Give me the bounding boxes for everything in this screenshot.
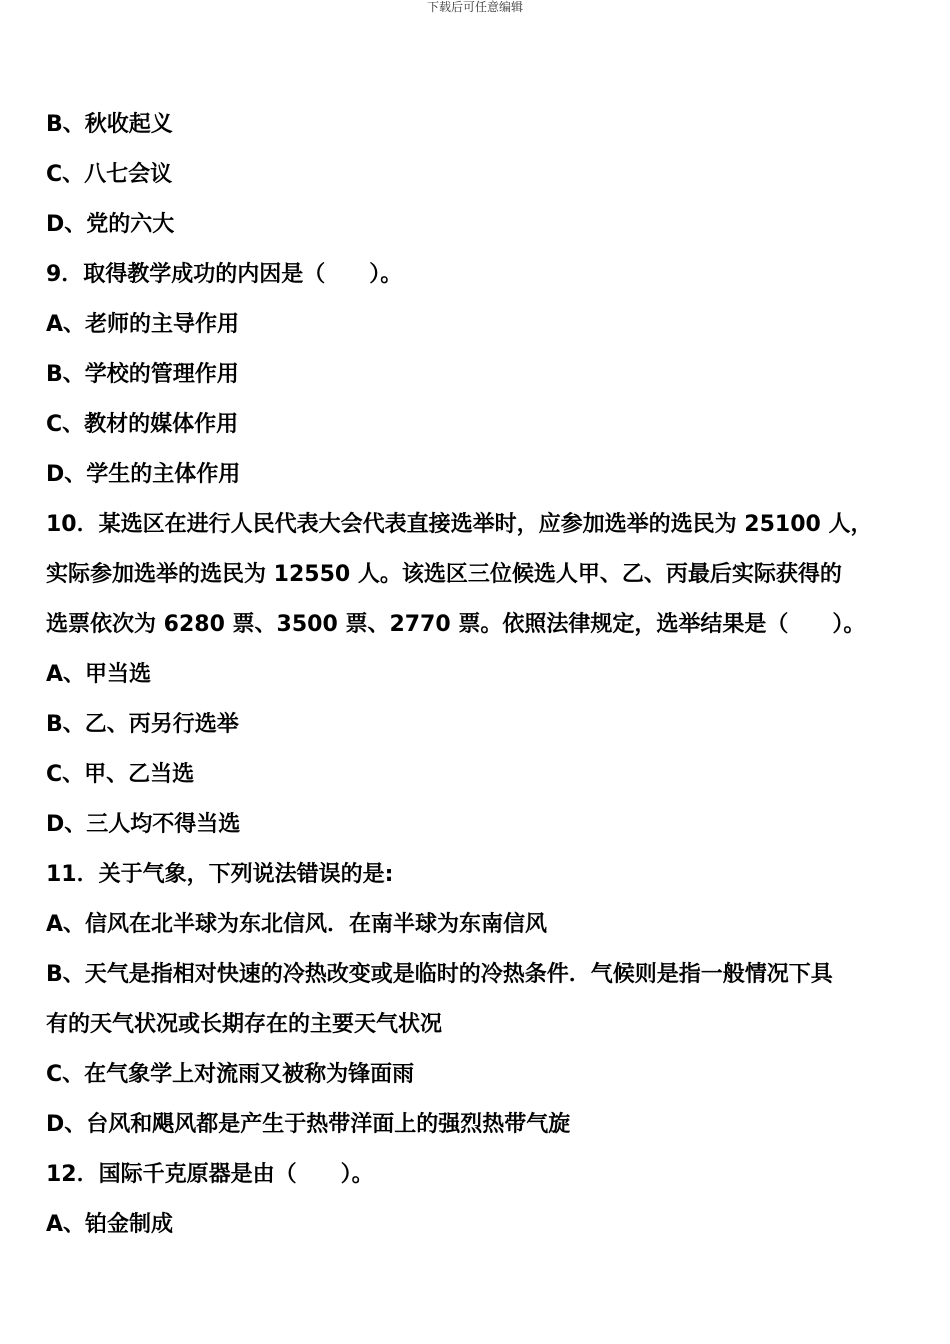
option-c-q10: C、甲、乙当选 [46, 762, 195, 787]
question-12: 12．国际千克原器是由（ ）。 [46, 1162, 374, 1187]
option-d-q11: D、台风和飓风都是产生于热带洋面上的强烈热带气旋 [46, 1112, 571, 1137]
option-a-q12: A、铂金制成 [46, 1212, 174, 1237]
option-b-q11-line-1: B、天气是指相对快速的冷热改变或是临时的冷热条件．气候则是指一般情况下具 [46, 962, 833, 987]
option-b-q8: B、秋收起义 [46, 112, 173, 137]
question-10-line-3: 选票依次为 6280 票、3500 票、2770 票。依照法律规定，选举结果是（ ）。 [46, 612, 866, 637]
option-a-q9: A、老师的主导作用 [46, 312, 240, 337]
option-c-q11: C、在气象学上对流雨又被称为锋面雨 [46, 1062, 415, 1087]
option-d-q10: D、三人均不得当选 [46, 812, 241, 837]
question-11: 11．关于气象，下列说法错误的是: [46, 862, 394, 887]
option-c-q9: C、教材的媒体作用 [46, 412, 239, 437]
document-body [46, 100, 926, 1250]
page-header: 下载后可任意编辑 [426, 0, 523, 14]
option-b-q11-line-2: 有的天气状况或长期存在的主要天气状况 [46, 1012, 443, 1037]
option-b-q9: B、学校的管理作用 [46, 362, 239, 387]
option-b-q10: B、乙、丙另行选举 [46, 712, 239, 737]
option-a-q11: A、信风在北半球为东北信风．在南半球为东南信风 [46, 912, 548, 937]
option-c-q8: C、八七会议 [46, 162, 173, 187]
question-9: 9．取得教学成功的内因是（ ）。 [46, 262, 403, 287]
question-10-line-1: 10．某选区在进行人民代表大会代表直接选举时，应参加选举的选民为 25100 人， [46, 512, 873, 537]
question-10-line-2: 实际参加选举的选民为 12550 人。该选区三位候选人甲、乙、丙最后实际获得的 [46, 562, 842, 587]
option-d-q9: D、学生的主体作用 [46, 462, 241, 487]
option-a-q10: A、甲当选 [46, 662, 152, 687]
option-d-q8: D、党的六大 [46, 212, 175, 237]
